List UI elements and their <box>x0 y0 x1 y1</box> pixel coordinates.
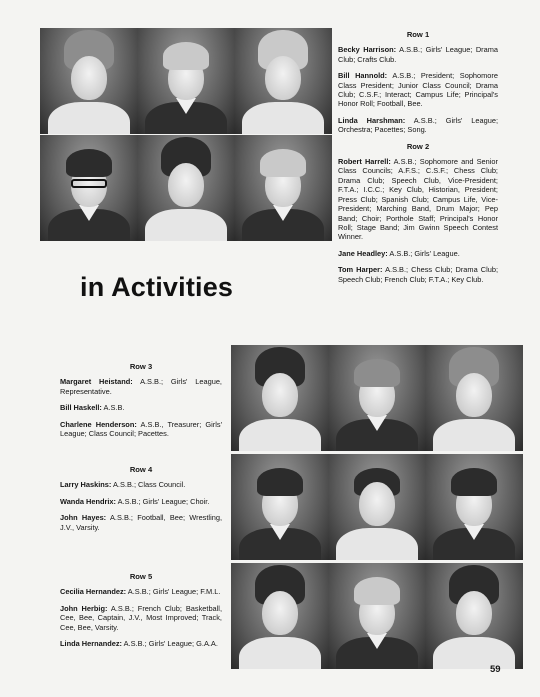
student-activities: A.S.B.; Class Council. <box>111 480 186 490</box>
portrait-photo <box>137 135 235 241</box>
caption-row-3 <box>60 362 222 445</box>
student-activities: A.S.B.; Girls' League; G.A.A. <box>122 639 218 649</box>
student-activities: A.S.B. <box>101 403 125 413</box>
student-activities: A.S.B.; Girls' League; Choir. <box>115 496 210 506</box>
student-entry <box>338 45 498 64</box>
student-entry <box>60 639 222 648</box>
student-entry <box>338 116 498 135</box>
portrait-photo <box>231 345 329 451</box>
student-activities: A.S.B.; Chess Club; Drama Club; Speech Club; French Club; F.T.A.; Key Club. <box>338 265 499 284</box>
student-activities: A.S.B.; President; Sophomore Class President; Junior Class Council; Drama Club; C.S.F.; Interact; Campus Life; Principal's Honor Roll; Football, Bee. <box>338 71 498 109</box>
student-entry <box>60 377 222 396</box>
student-name: Linda Hernandez: <box>60 639 123 649</box>
student-entry <box>60 403 222 412</box>
student-name: Bill Hannold: <box>338 71 388 81</box>
portrait-photo <box>40 135 138 241</box>
page-heading: in Activities <box>80 272 234 302</box>
student-name: Becky Harrison: <box>338 45 397 55</box>
student-activities: A.S.B.; Girls' League; Orchestra; Pacettes; Song. <box>338 115 498 135</box>
caption-row-5 <box>60 572 222 655</box>
portrait-photo <box>231 454 329 560</box>
student-entry <box>60 604 222 632</box>
student-entry <box>338 157 498 242</box>
portrait-photo <box>137 28 235 134</box>
portrait-photo <box>425 454 523 560</box>
row-heading: Row 4 <box>129 465 153 474</box>
row-heading: Row 1 <box>406 30 430 39</box>
student-name: Jane Headley: <box>338 248 388 258</box>
student-name: Larry Haskins: <box>60 480 112 490</box>
student-name: Cecilia Hernandez: <box>60 587 127 597</box>
student-activities: A.S.B.; Girls' League. <box>387 248 460 258</box>
student-name: John Herbig: <box>60 603 108 613</box>
portrait-photo <box>40 28 138 134</box>
student-entry <box>60 480 222 489</box>
student-entry <box>338 71 498 109</box>
portrait-photo <box>234 28 332 134</box>
student-name: Robert Harrell: <box>338 157 391 167</box>
student-entry <box>60 587 222 596</box>
student-name: John Hayes: <box>60 513 107 523</box>
row-heading: Row 5 <box>129 572 153 581</box>
student-activities: A.S.B.; Football, Bee; Wrestling, J.V., Varsity. <box>60 513 222 532</box>
page-number: 59 <box>490 664 501 675</box>
portrait-photo <box>328 563 426 669</box>
portrait-photo <box>328 345 426 451</box>
student-activities: A.S.B.; French Club; Basketball, Cee, Bee, Captain, J.V., Most Improved; Track, Cee, Bee, Varsity. <box>60 603 222 632</box>
portrait-photo <box>231 563 329 669</box>
caption-row-4 <box>60 465 222 539</box>
student-name: Tom Harper: <box>338 265 383 275</box>
student-entry <box>338 265 498 284</box>
student-activities: A.S.B.; Girls' League; Drama Club; Crafts Club. <box>338 45 498 64</box>
portrait-photo <box>425 345 523 451</box>
student-name: Linda Harshman: <box>338 115 406 125</box>
portrait-photo <box>425 563 523 669</box>
student-activities: A.S.B.; Sophomore and Senior Class Councils; A.F.S.; C.S.F.; Chess Club; Drama Club; Speech Club, Vice-President; F.T.A.; I.C.C.; Key Club, Historian, President; Press Club; Spanish Club; Campus Life, Vice-President; Marching Band, Drum Major; Pep Band; Choir; Porthole Staff; Principal's Honor Roll; Stage Band; Jim Gwinn Speech Contest Winner. <box>338 157 498 242</box>
student-name: Charlene Henderson: <box>60 419 137 429</box>
student-activities: A.S.B.; Girls' League; F.M.L. <box>126 587 221 597</box>
portrait-photo <box>328 454 426 560</box>
student-name: Wanda Hendrix: <box>60 496 116 506</box>
student-entry <box>60 497 222 506</box>
student-name: Margaret Heistand: <box>60 377 133 387</box>
student-activities: A.S.B.; Girls' League, Representative. <box>60 377 222 396</box>
portrait-photo <box>234 135 332 241</box>
student-name: Bill Haskell: <box>60 403 102 413</box>
row-heading: Row 3 <box>129 362 153 371</box>
student-activities: A.S.B., Treasurer; Girls' League; Class Council; Pacettes. <box>60 419 222 439</box>
caption-rows-1-2 <box>338 30 498 291</box>
row-heading: Row 2 <box>406 141 430 151</box>
student-entry <box>60 513 222 532</box>
student-entry <box>60 420 222 439</box>
student-entry <box>338 249 498 258</box>
